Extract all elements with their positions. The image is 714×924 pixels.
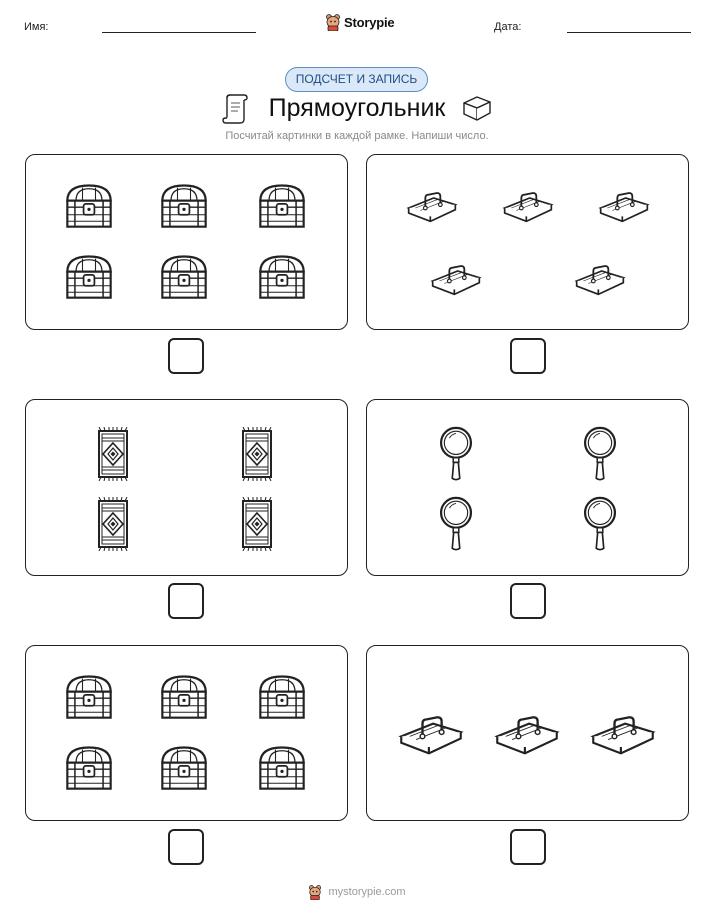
stamp-block-icon xyxy=(429,256,483,296)
answer-box-1[interactable] xyxy=(168,338,204,374)
stamp-block-icon xyxy=(501,183,555,223)
footer-url[interactable]: mystorypie.com xyxy=(328,886,406,898)
name-label: Имя: xyxy=(24,21,49,33)
stamp-block-icon xyxy=(589,704,657,756)
hand-mirror-icon xyxy=(581,426,619,482)
counting-panel-6 xyxy=(366,645,689,821)
hand-mirror-icon xyxy=(581,496,619,552)
treasure-chest-icon xyxy=(256,741,308,793)
rug-icon xyxy=(237,497,277,551)
answer-box-4[interactable] xyxy=(510,583,546,619)
treasure-chest-icon xyxy=(158,741,210,793)
hand-mirror-icon xyxy=(437,426,475,482)
rug-icon xyxy=(93,427,133,481)
treasure-chest-icon xyxy=(158,670,210,722)
stamp-block-icon xyxy=(397,704,465,756)
date-input-line[interactable] xyxy=(567,32,691,33)
name-input-line[interactable] xyxy=(102,32,256,33)
date-label: Дата: xyxy=(494,21,522,33)
answer-box-2[interactable] xyxy=(510,338,546,374)
hand-mirror-icon xyxy=(437,496,475,552)
answer-box-6[interactable] xyxy=(510,829,546,865)
page-title: Прямоугольник xyxy=(268,94,446,122)
counting-panel-5 xyxy=(25,645,348,821)
answer-box-5[interactable] xyxy=(168,829,204,865)
footer xyxy=(0,884,714,900)
storypie-mascot-icon xyxy=(308,884,322,900)
answer-box-3[interactable] xyxy=(168,583,204,619)
treasure-chest-icon xyxy=(63,250,115,302)
stamp-block-icon xyxy=(597,183,651,223)
treasure-chest-icon xyxy=(256,179,308,231)
counting-panel-1 xyxy=(25,154,348,330)
stamp-block-icon xyxy=(493,704,561,756)
topic-badge: ПОДСЧЕТ И ЗАПИСЬ xyxy=(285,67,428,92)
rug-icon xyxy=(237,427,277,481)
counting-panel-4 xyxy=(366,399,689,576)
treasure-chest-icon xyxy=(158,179,210,231)
counting-panel-3 xyxy=(25,399,348,576)
stamp-block-icon xyxy=(405,183,459,223)
treasure-chest-icon xyxy=(158,250,210,302)
treasure-chest-icon xyxy=(256,250,308,302)
instructions: Посчитай картинки в каждой рамке. Напиши число. xyxy=(225,130,489,142)
title-row xyxy=(0,92,714,128)
treasure-chest-icon xyxy=(63,741,115,793)
rug-icon xyxy=(93,497,133,551)
brand-name: Storypie xyxy=(344,14,395,30)
brand-logo xyxy=(325,13,394,31)
treasure-chest-icon xyxy=(256,670,308,722)
treasure-chest-icon xyxy=(63,670,115,722)
stamp-block-icon xyxy=(573,256,627,296)
cube-icon xyxy=(461,94,493,122)
storypie-mascot-icon xyxy=(325,13,341,31)
counting-panel-2 xyxy=(366,154,689,330)
treasure-chest-icon xyxy=(63,179,115,231)
